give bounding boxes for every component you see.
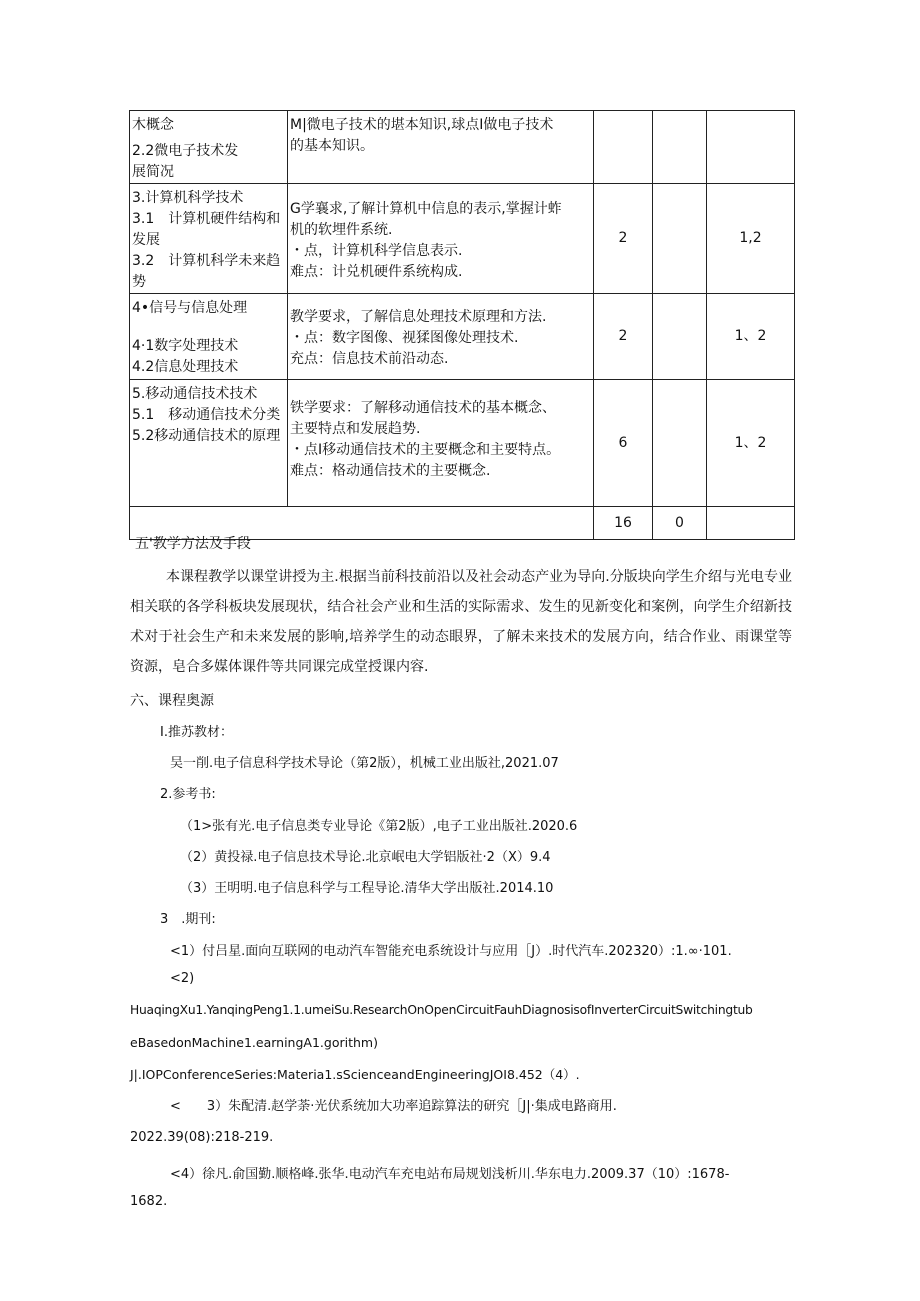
desc-line: 难点：计兑机硬件系统构成. [290,263,463,280]
topic-cell [130,111,288,184]
topic-line: 5.1 移动通信技术分类 [132,407,281,423]
desc-cell [288,111,594,184]
desc-cell [288,184,594,294]
desc-line: G学襄求,了解计算机中信息的表示,掌握计蚱 [290,200,562,217]
topic-line: 4.2信息处理技术 [132,359,239,375]
desc-line: 的基本知识。 [290,138,374,154]
teaching-methods-paragraph [130,562,792,682]
textbook-label: I.推苏教材： [160,725,233,740]
reference-book-item: （3）王明明.电子信息科学与工程导论.清华大学出版社.2014.10 [180,881,554,896]
journal-item: < 3）朱配清.赵学荼·光伏系统加大功率追踪算法的研究［J|·集成电路商用. [170,1099,617,1114]
journal-item: J|.IOPConferenceSeries:Materia1.sScienceandEngineeringJOI8.452（4）. [130,1067,580,1082]
desc-line: 机的软埋件系统. [290,221,393,238]
objective-cell [707,507,795,540]
section-heading-course-resources: 六、课程奥源 [130,693,214,709]
desc-line: 主要特点和发展趋势. [290,421,421,437]
objective-cell: 1,2 [707,184,795,294]
desc-line: 教学要求，了解信息处理技术原理和方法. [290,309,547,325]
topic-line: 3.计算机科学技术 [132,190,244,206]
journal-item: <2) [170,971,195,986]
practice-hours-cell [653,111,707,184]
references-label: 2.参考书: [160,787,216,802]
journal-item: eBasedonMachine1.earningA1.gorithm) [130,1035,378,1050]
topic-line: 3.2 计算机科学未来趋势 [132,253,281,290]
topic-cell [130,294,288,380]
practice-hours-cell [653,380,707,507]
topic-cell [130,380,288,507]
topic-line: 展简况 [132,164,174,180]
course-schedule-table [129,110,795,540]
reference-book-item: （2）黄投禄.电子信息技术导论.北京岷电大学铝版社·2（X）9.4 [180,850,551,865]
lecture-hours-cell [594,111,653,184]
topic-line: 4•信号与信息处理 [132,300,248,316]
total-practice-hours: 0 [653,507,707,540]
paragraph-text: 本课程教学以课堂讲授为主.根据当前科技前沿以及社会动态产业为导向.分版块向学生介绍与光电专业相关联的各学科板块发展现状，结合社会产业和生活的实际需求、发生的见新变化和案例，向学生介绍新技术对于社会生产和未来发展的影响,培养学生的动态眼界，了解未来技术的发展方向，结合作业、雨课堂等资源，皂合多媒体课件等共同课完成堂授课内容. [130,569,792,675]
topic-line: 5.移动通信技术技术 [132,386,258,402]
topic-line: 2.2微电子技术发 [132,143,239,159]
lecture-hours-cell: 2 [594,294,653,380]
practice-hours-cell [653,184,707,294]
desc-cell [288,294,594,380]
section-heading-teaching-methods: 五'教学方法及手段 [135,536,251,552]
journal-item: 1682. [130,1194,168,1209]
table-row [130,294,795,380]
lecture-hours-cell: 2 [594,184,653,294]
objective-cell: 1、2 [707,380,795,507]
topic-line: 3.1 计算机硬件结构和发展 [132,211,281,248]
journal-item: HuaqingXu1.YanqingPeng1.1.umeiSu.ResearchOnOpenCircuitFauhDiagnosisofInverterCircuitSwitchingtub [130,1003,753,1017]
table-row [130,111,795,184]
objective-cell: 1、2 [707,294,795,380]
topic-cell [130,184,288,294]
reference-book-item: （1>张有光.电子信息类专业导论《第2版）,电子工业出版社.2020.6 [180,819,578,834]
topic-line: 4·1数字处理技术 [132,338,239,354]
journal-item: 2022.39(08):218-219. [130,1130,274,1145]
journal-item: <4）徐凡.俞国勤.顺格峰.张华.电动汽车充电站布局规划浅析川.华东电力.2009.37（10）:1678- [170,1167,730,1182]
textbook-entry: 吴一削.电子信息科学技术导论（第2版），机械工业出版社,2021.07 [170,756,559,771]
desc-line: M|微电子技术的堪本知识,球点I做电子技术 [290,117,554,133]
topic-line: 木概念 [132,117,174,133]
desc-cell [288,380,594,507]
desc-line: 充点：信息技术前沿动态. [290,351,449,367]
journals-label: 3 .期刊: [160,912,216,927]
desc-line: 铁学要求：了解移动通信技术的基本概念、 [290,400,556,416]
total-lecture-hours: 16 [594,507,653,540]
table-row [130,184,795,294]
table-row [130,380,795,507]
desc-line: 难点：格动通信技术的主要概念. [290,463,491,479]
topic-line: 5.2移动通信技术的原理 [132,428,281,444]
practice-hours-cell [653,294,707,380]
journal-item: <1）付吕星.面向互联网的电动汽车智能充电系统设计与应用［J）.时代汽车.202320）:1.∞·101. [170,944,732,959]
desc-line: ・点：数字图像、视猱图像处理技术. [290,330,519,346]
lecture-hours-cell: 6 [594,380,653,507]
objective-cell [707,111,795,184]
topic-line [132,319,285,336]
desc-line: ・点，计算机科学信息表示. [290,242,463,259]
desc-line: ・点I移动通信技术的主要概念和主要特点。 [290,442,561,458]
